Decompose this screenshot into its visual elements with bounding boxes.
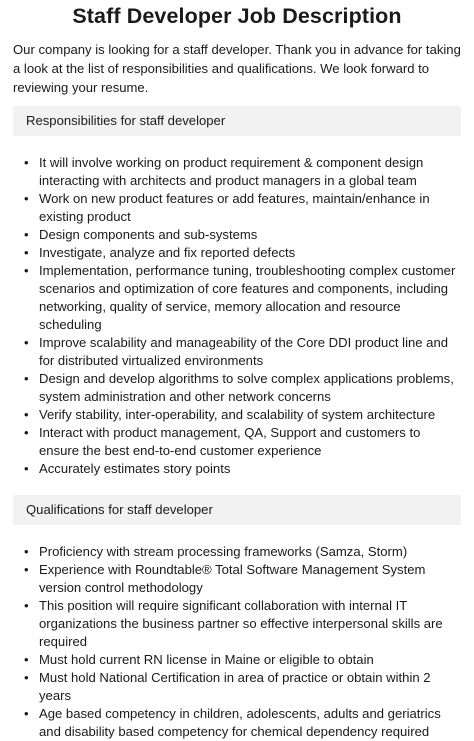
list-item-text: Experience with Roundtable® Total Software Management System version control methodology	[39, 562, 426, 595]
bullet-icon: •	[24, 461, 29, 476]
responsibilities-list	[13, 154, 461, 478]
list-item	[13, 262, 461, 334]
list-item	[13, 424, 461, 460]
list-item	[13, 597, 461, 651]
bullet-icon: •	[24, 245, 29, 260]
bullet-icon: •	[24, 562, 29, 577]
bullet-icon: •	[24, 371, 29, 386]
list-item	[13, 543, 461, 561]
bullet-icon: •	[24, 670, 29, 685]
qualifications-list	[13, 543, 461, 741]
list-item	[13, 460, 461, 478]
list-item	[13, 669, 461, 705]
list-item	[13, 561, 461, 597]
bullet-icon: •	[24, 407, 29, 422]
bullet-icon: •	[24, 263, 29, 278]
list-item-text: Interact with product management, QA, Support and customers to ensure the best end-to-end customer experience	[39, 425, 421, 458]
bullet-icon: •	[24, 706, 29, 721]
bullet-icon: •	[24, 544, 29, 559]
list-item-text: This position will require significant collaboration with internal IT organizations the business partner so effective interpersonal skills are required	[39, 598, 443, 649]
qualifications-heading: Qualifications for staff developer	[13, 495, 461, 525]
bullet-icon: •	[24, 598, 29, 613]
bullet-icon: •	[24, 425, 29, 440]
intro-paragraph: Our company is looking for a staff developer. Thank you in advance for taking a look at the list of responsibilities and qualifications. We look forward to reviewing your resume.	[13, 42, 461, 95]
list-item-text: Implementation, performance tuning, troubleshooting complex customer scenarios and optimization of core features and components, including networking, quality of service, memory allocation and resource scheduling	[39, 263, 456, 332]
responsibilities-heading: Responsibilities for staff developer	[13, 106, 461, 136]
bullet-icon: •	[24, 191, 29, 206]
list-item-text: Investigate, analyze and fix reported defects	[39, 245, 296, 260]
bullet-icon: •	[24, 335, 29, 350]
list-item	[13, 651, 461, 669]
list-item-text: Accurately estimates story points	[39, 461, 231, 476]
list-item-text: Age based competency in children, adolescents, adults and geriatrics and disability based competency for chemical dependency required	[39, 706, 441, 739]
list-item-text: It will involve working on product requirement & component design interacting with architects and product managers in a global team	[39, 155, 424, 188]
list-item-text: Verify stability, inter-operability, and scalability of system architecture	[39, 407, 436, 422]
list-item-text: Proficiency with stream processing frameworks (Samza, Storm)	[39, 544, 408, 559]
list-item-text: Must hold current RN license in Maine or eligible to obtain	[39, 652, 374, 667]
bullet-icon: •	[24, 227, 29, 242]
list-item-text: Design and develop algorithms to solve complex applications problems, system administration and other network concerns	[39, 371, 454, 404]
list-item-text: Work on new product features or add features, maintain/enhance in existing product	[39, 191, 430, 224]
list-item	[13, 244, 461, 262]
bullet-icon: •	[24, 155, 29, 170]
list-item	[13, 370, 461, 406]
list-item	[13, 190, 461, 226]
page-title: Staff Developer Job Description	[72, 4, 402, 28]
list-item-text: Must hold National Certification in area of practice or obtain within 2 years	[39, 670, 431, 703]
list-item	[13, 406, 461, 424]
list-item-text: Design components and sub-systems	[39, 227, 258, 242]
list-item	[13, 705, 461, 741]
list-item	[13, 154, 461, 190]
list-item	[13, 226, 461, 244]
list-item-text: Improve scalability and manageability of the Core DDI product line and for distributed virtualized environments	[39, 335, 449, 368]
list-item	[13, 334, 461, 370]
bullet-icon: •	[24, 652, 29, 667]
